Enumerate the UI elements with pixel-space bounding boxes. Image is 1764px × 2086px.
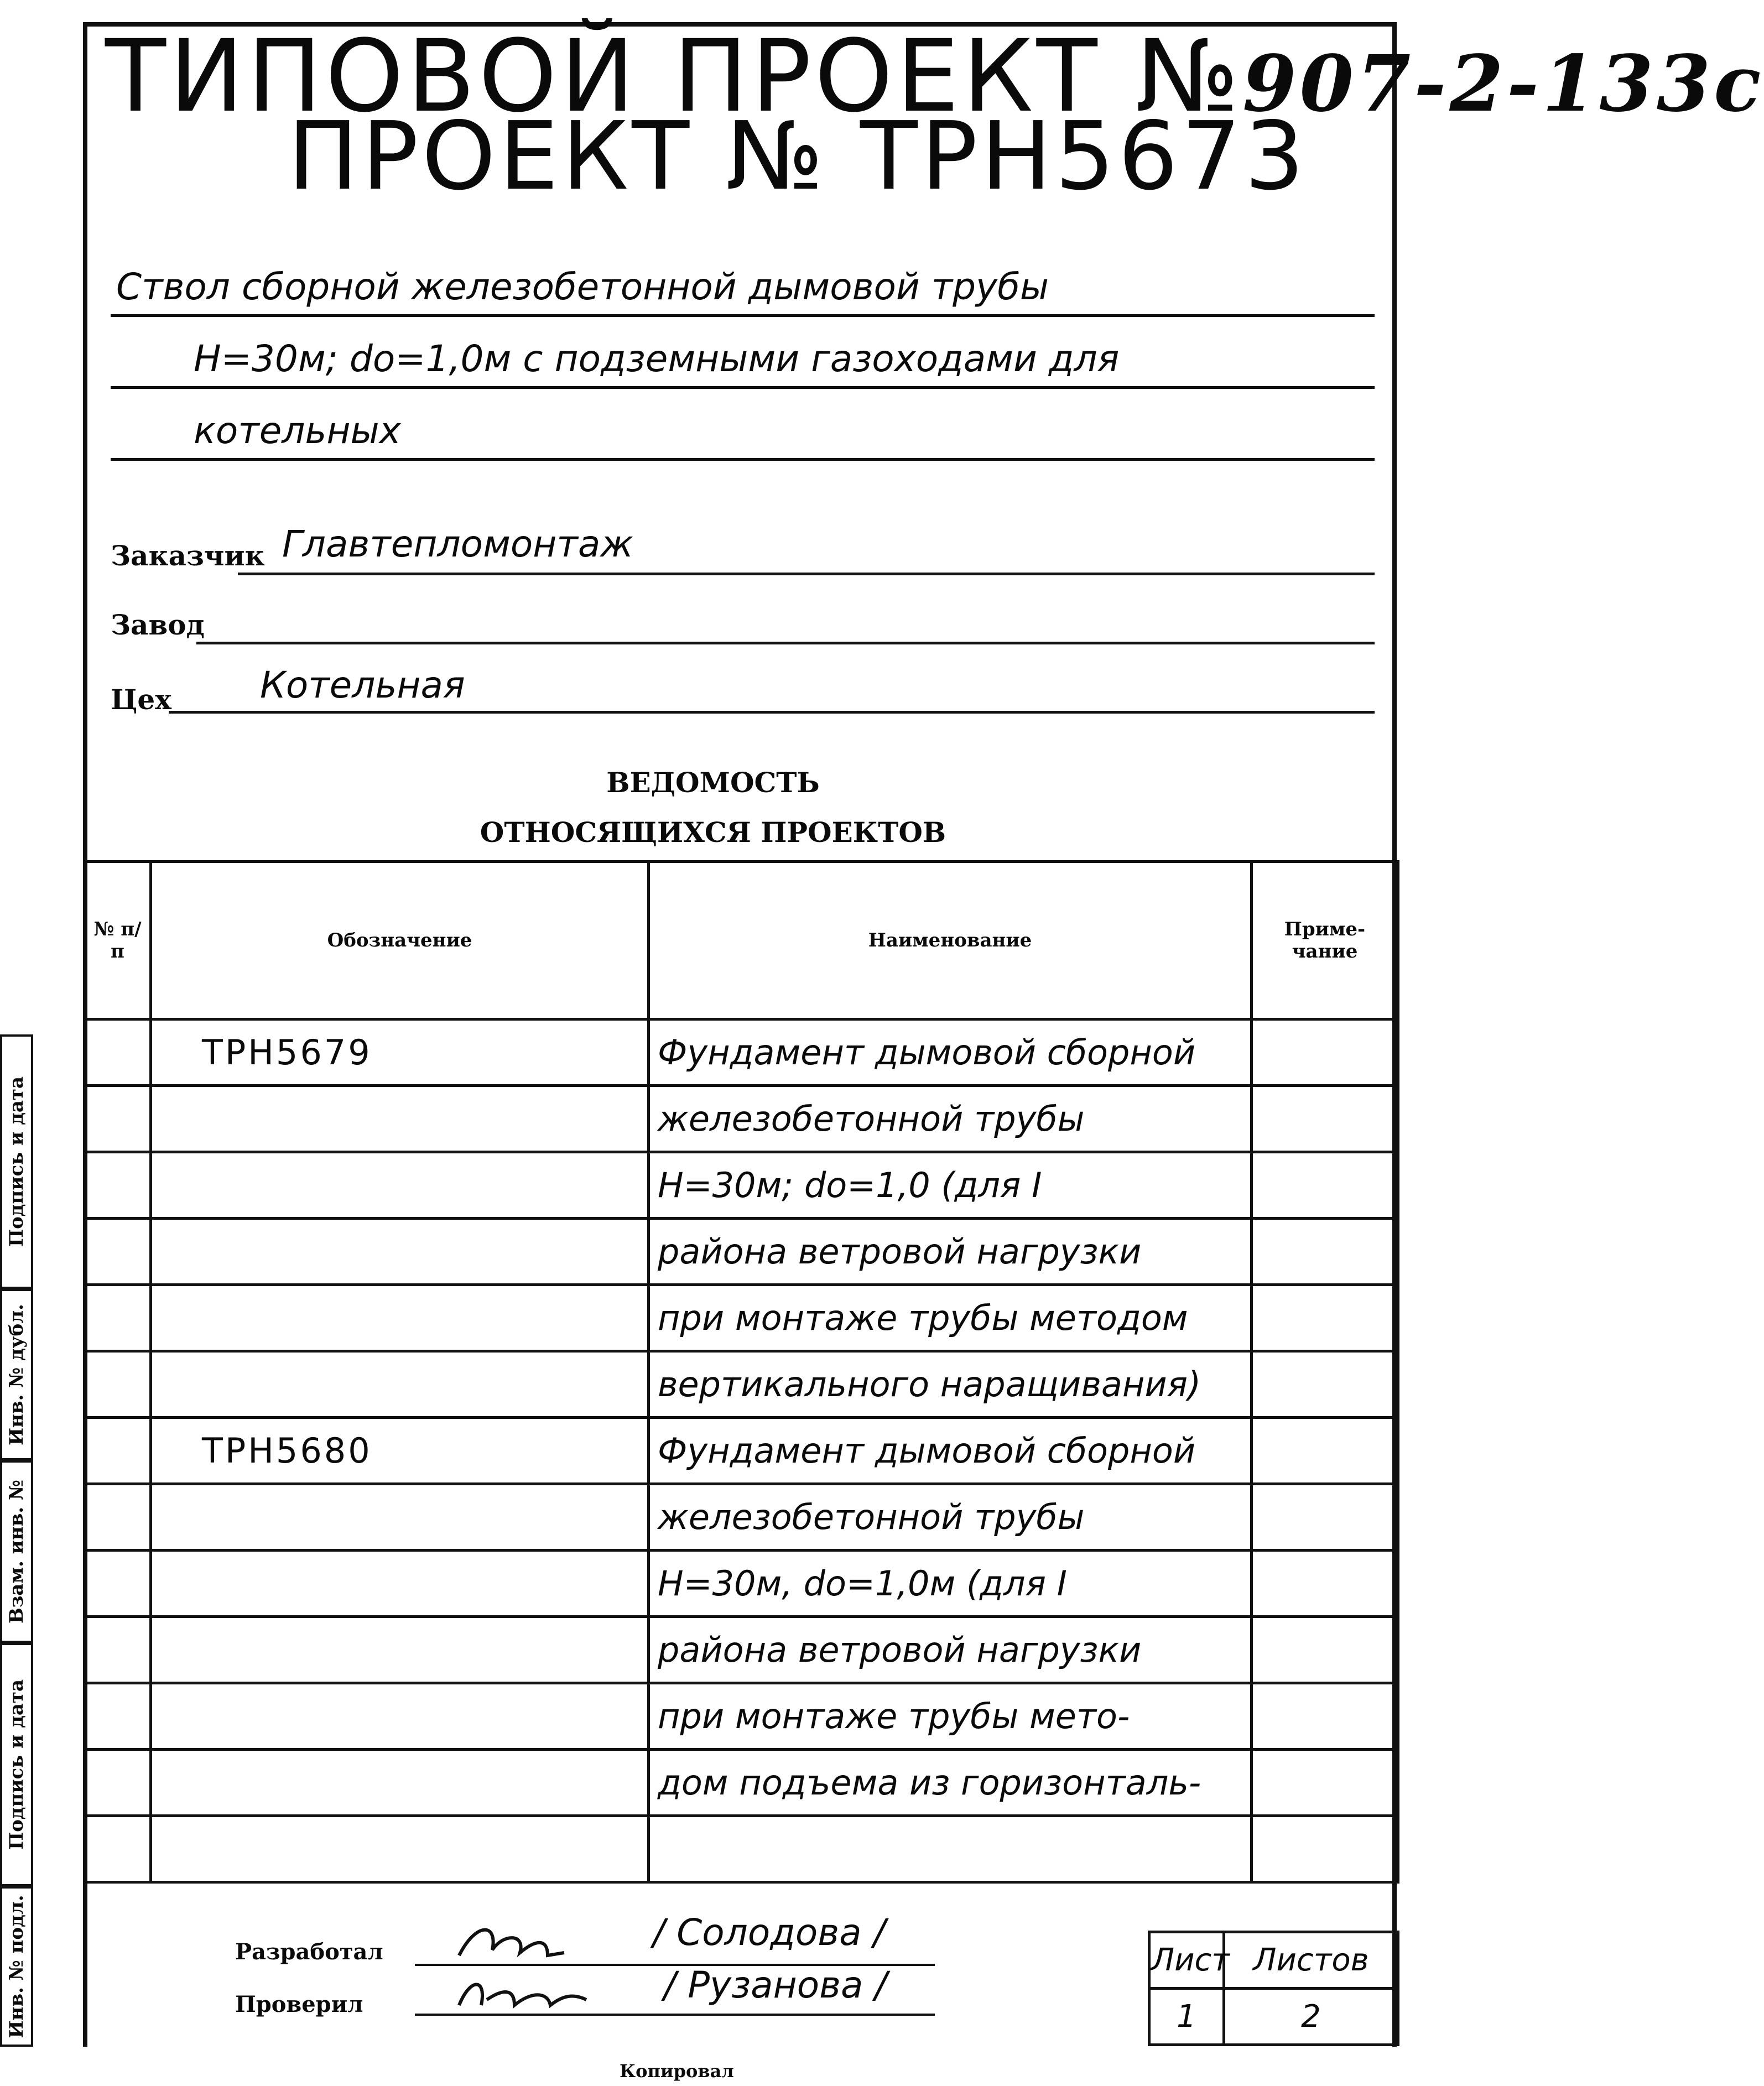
row-note xyxy=(1252,1683,1398,1750)
side-stamp-original-inventory: Инв. № подл. xyxy=(0,1886,33,2047)
developer-signature-icon xyxy=(454,1911,664,1972)
table-row xyxy=(85,1816,1398,1882)
side-stamp-signature-date-2: Подпись и дата xyxy=(0,1643,33,1886)
row-note xyxy=(1252,1019,1398,1086)
row-designation xyxy=(151,1683,649,1750)
table-row xyxy=(85,1484,1398,1551)
row-num xyxy=(85,1086,151,1152)
sheet-info-header-row xyxy=(1149,1932,1398,1989)
copied-by-label: Копировал xyxy=(620,2061,734,2082)
table-header-row xyxy=(85,862,1398,1019)
sheets-value: 2 xyxy=(1224,1989,1398,2045)
row-num xyxy=(85,1351,151,1418)
checker-name: / Рузанова / xyxy=(664,1964,887,2006)
plant-underline xyxy=(196,642,1375,644)
row-num xyxy=(85,1750,151,1816)
description-underline-2 xyxy=(111,386,1375,389)
row-num xyxy=(85,1285,151,1351)
description-line-3: котельных xyxy=(194,409,401,452)
row-note xyxy=(1252,1418,1398,1484)
side-stamp-replacement-inventory: Взам. инв. № xyxy=(0,1460,33,1643)
row-designation xyxy=(151,1750,649,1816)
row-designation xyxy=(151,1617,649,1683)
table-row xyxy=(85,1351,1398,1418)
table-row xyxy=(85,1750,1398,1816)
table-row xyxy=(85,1683,1398,1750)
row-name: железобетонной трубы xyxy=(649,1484,1252,1551)
shop-value: Котельная xyxy=(260,664,465,706)
row-name: дом подъема из горизонталь- xyxy=(649,1750,1252,1816)
row-num xyxy=(85,1816,151,1882)
row-designation xyxy=(151,1152,649,1219)
customer-underline xyxy=(238,573,1375,575)
row-name: при монтаже трубы мето- xyxy=(649,1683,1252,1750)
statement-subheading: ОТНОСЯЩИХСЯ ПРОЕКТОВ xyxy=(480,816,946,849)
description-line-2: Н=30м; dо=1,0м с подземными газоходами для xyxy=(194,337,1120,380)
row-designation xyxy=(151,1551,649,1617)
customer-value: Главтепломонтаж xyxy=(282,523,633,565)
table-row xyxy=(85,1019,1398,1086)
header-designation: Обозначение xyxy=(151,862,649,1019)
row-num xyxy=(85,1019,151,1086)
sheets-label: Листов xyxy=(1224,1932,1398,1989)
row-designation xyxy=(151,1219,649,1285)
side-stamp-signature-date-1: Подпись и дата xyxy=(0,1034,33,1289)
table-row xyxy=(85,1219,1398,1285)
row-num xyxy=(85,1551,151,1617)
table-row xyxy=(85,1617,1398,1683)
row-note xyxy=(1252,1086,1398,1152)
row-num xyxy=(85,1219,151,1285)
sheet-info-value-row xyxy=(1149,1989,1398,2045)
row-note xyxy=(1252,1219,1398,1285)
row-name: Фундамент дымовой сборной xyxy=(649,1019,1252,1086)
row-designation xyxy=(151,1086,649,1152)
sheet-label: Лист xyxy=(1149,1932,1224,1989)
title-number: 907-2-133с xyxy=(1242,39,1764,129)
developer-name: / Солодова / xyxy=(653,1911,886,1954)
sheet-info-table xyxy=(1148,1931,1399,2046)
row-designation xyxy=(151,1816,649,1882)
table-row xyxy=(85,1152,1398,1219)
description-underline-1 xyxy=(111,314,1375,317)
row-num xyxy=(85,1484,151,1551)
row-note xyxy=(1252,1750,1398,1816)
row-name: вертикального наращивания) xyxy=(649,1351,1252,1418)
row-name: при монтаже трубы методом xyxy=(649,1285,1252,1351)
row-designation xyxy=(151,1285,649,1351)
row-name: района ветровой нагрузки xyxy=(649,1617,1252,1683)
row-note xyxy=(1252,1816,1398,1882)
row-name: района ветровой нагрузки xyxy=(649,1219,1252,1285)
row-designation xyxy=(151,1484,649,1551)
row-note xyxy=(1252,1285,1398,1351)
sheet-value: 1 xyxy=(1149,1989,1224,2045)
row-name: Фундамент дымовой сборной xyxy=(649,1418,1252,1484)
title-prefix: ТИПОВОЙ ПРОЕКТ № xyxy=(105,19,1243,134)
row-num xyxy=(85,1418,151,1484)
row-num xyxy=(85,1683,151,1750)
row-note xyxy=(1252,1617,1398,1683)
row-designation: ТРН5679 xyxy=(151,1019,649,1086)
header-note: Приме-чание xyxy=(1252,862,1398,1019)
side-stamp-duplicate-inventory: Инв. № дубл. xyxy=(0,1289,33,1460)
checked-label: Проверил xyxy=(235,1991,363,2017)
project-number-title: ПРОЕКТ № ТРН5673 xyxy=(288,102,1308,211)
row-num xyxy=(85,1152,151,1219)
row-note xyxy=(1252,1351,1398,1418)
plant-label: Завод xyxy=(111,608,205,641)
row-name: Н=30м; dо=1,0 (для I xyxy=(649,1152,1252,1219)
table-row xyxy=(85,1086,1398,1152)
row-designation: ТРН5680 xyxy=(151,1418,649,1484)
developed-label: Разработал xyxy=(235,1939,383,1965)
table-row xyxy=(85,1418,1398,1484)
related-projects-table xyxy=(83,860,1399,1884)
row-name xyxy=(649,1816,1252,1882)
row-name: железобетонной трубы xyxy=(649,1086,1252,1152)
description-underline-3 xyxy=(111,458,1375,461)
customer-label: Заказчик xyxy=(111,539,265,572)
shop-label: Цех xyxy=(111,683,171,716)
row-note xyxy=(1252,1152,1398,1219)
row-num xyxy=(85,1617,151,1683)
statement-heading: ВЕДОМОСТЬ xyxy=(606,766,820,799)
checker-signature-line xyxy=(415,2014,935,2016)
header-num: № п/п xyxy=(85,862,151,1019)
row-designation xyxy=(151,1351,649,1418)
header-name: Наименование xyxy=(649,862,1252,1019)
row-note xyxy=(1252,1551,1398,1617)
table-row xyxy=(85,1551,1398,1617)
description-line-1: Ствол сборной железобетонной дымовой трубы xyxy=(116,266,1049,308)
row-name: Н=30м, dо=1,0м (для I xyxy=(649,1551,1252,1617)
table-row xyxy=(85,1285,1398,1351)
shop-underline xyxy=(169,711,1375,714)
row-note xyxy=(1252,1484,1398,1551)
